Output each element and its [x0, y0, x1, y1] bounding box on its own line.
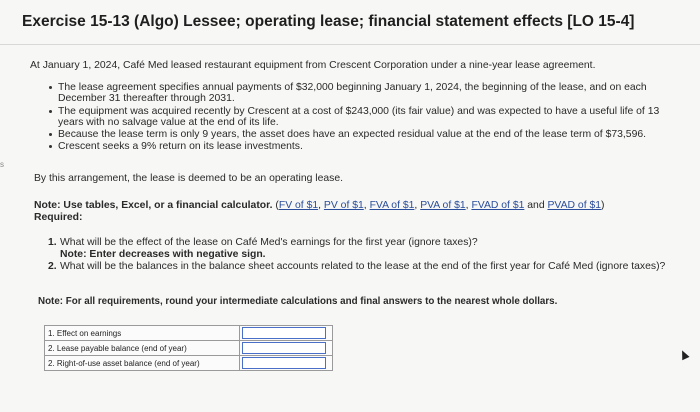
requirement-1: [48, 237, 678, 260]
edge-mark: s: [0, 160, 4, 169]
answer-table: [44, 325, 333, 371]
list-item: The equipment was acquired recently by Crescent at a cost of $243,000 (its fair value) and was expected to have a useful life of 13 years with no salvage value at the end of its life.: [58, 106, 683, 129]
header-divider: [0, 44, 700, 45]
link-fva-of-1[interactable]: FVA of $1: [369, 200, 415, 211]
requirement-text: What will be the balances in the balance sheet accounts related to the lease at the end of the first year for Café Med (ignore taxes)?: [60, 261, 666, 272]
table-row: [45, 356, 333, 371]
link-pv-of-1[interactable]: PV of $1: [323, 200, 364, 211]
requirement-number: 2.: [48, 261, 57, 272]
answer-cell: [240, 356, 333, 371]
requirement-2: [48, 261, 678, 273]
link-pva-of-1[interactable]: PVA of $1: [420, 200, 466, 211]
requirement-number: 1.: [48, 237, 57, 248]
requirement-text: What will be the effect of the lease on Café Med's earnings for the first year (ignore taxes)?: [60, 237, 478, 248]
table-row: [45, 341, 333, 356]
link-fvad-of-1[interactable]: FVAD of $1: [471, 200, 525, 211]
answer-cell: [240, 326, 333, 341]
exercise-title: Exercise 15-13 (Algo) Lessee; operating lease; financial statement effects [LO 15-4]: [22, 13, 635, 30]
required-heading: Required:: [34, 212, 83, 223]
requirements-list: [48, 237, 678, 274]
link-fv-of-1[interactable]: FV of $1: [278, 200, 319, 211]
tables-note-text: Note: Use tables, Excel, or a financial calculator.: [34, 200, 273, 211]
row-label: 2. Lease payable balance (end of year): [45, 341, 240, 356]
requirement-note: Note: Enter decreases with negative sign.: [60, 248, 266, 260]
list-item: The lease agreement specifies annual payments of $32,000 beginning January 1, 2024, the beginning of the lease, and on each December 31 thereafter through 2031.: [58, 82, 683, 105]
table-row: [45, 326, 333, 341]
row-label: 1. Effect on earnings: [45, 326, 240, 341]
rounding-note: Note: For all requirements, round your intermediate calculations and final answers to the nearest whole dollars.: [38, 296, 558, 307]
list-item: Because the lease term is only 9 years, the asset does have an expected residual value at the end of the lease term of $73,596.: [58, 129, 683, 140]
right-of-use-asset-input[interactable]: [242, 357, 326, 369]
tables-note: Note: Use tables, Excel, or a financial calculator. (FV of $1, PV of $1, FVA of $1, PVA of $1, FVAD of $1 and PVAD of $1): [34, 200, 605, 211]
lease-details-list: [58, 82, 683, 154]
answer-cell: [240, 341, 333, 356]
mouse-cursor-icon: [678, 349, 689, 361]
lease-classification-text: By this arrangement, the lease is deemed to be an operating lease.: [34, 173, 344, 184]
row-label: 2. Right-of-use asset balance (end of year): [45, 356, 240, 371]
link-pvad-of-1[interactable]: PVAD of $1: [547, 200, 602, 211]
problem-intro: At January 1, 2024, Café Med leased restaurant equipment from Crescent Corporation under a nine-year lease agreement.: [30, 60, 596, 71]
effect-on-earnings-input[interactable]: [242, 327, 326, 339]
lease-payable-input[interactable]: [242, 342, 326, 354]
list-item: Crescent seeks a 9% return on its lease investments.: [58, 141, 683, 152]
